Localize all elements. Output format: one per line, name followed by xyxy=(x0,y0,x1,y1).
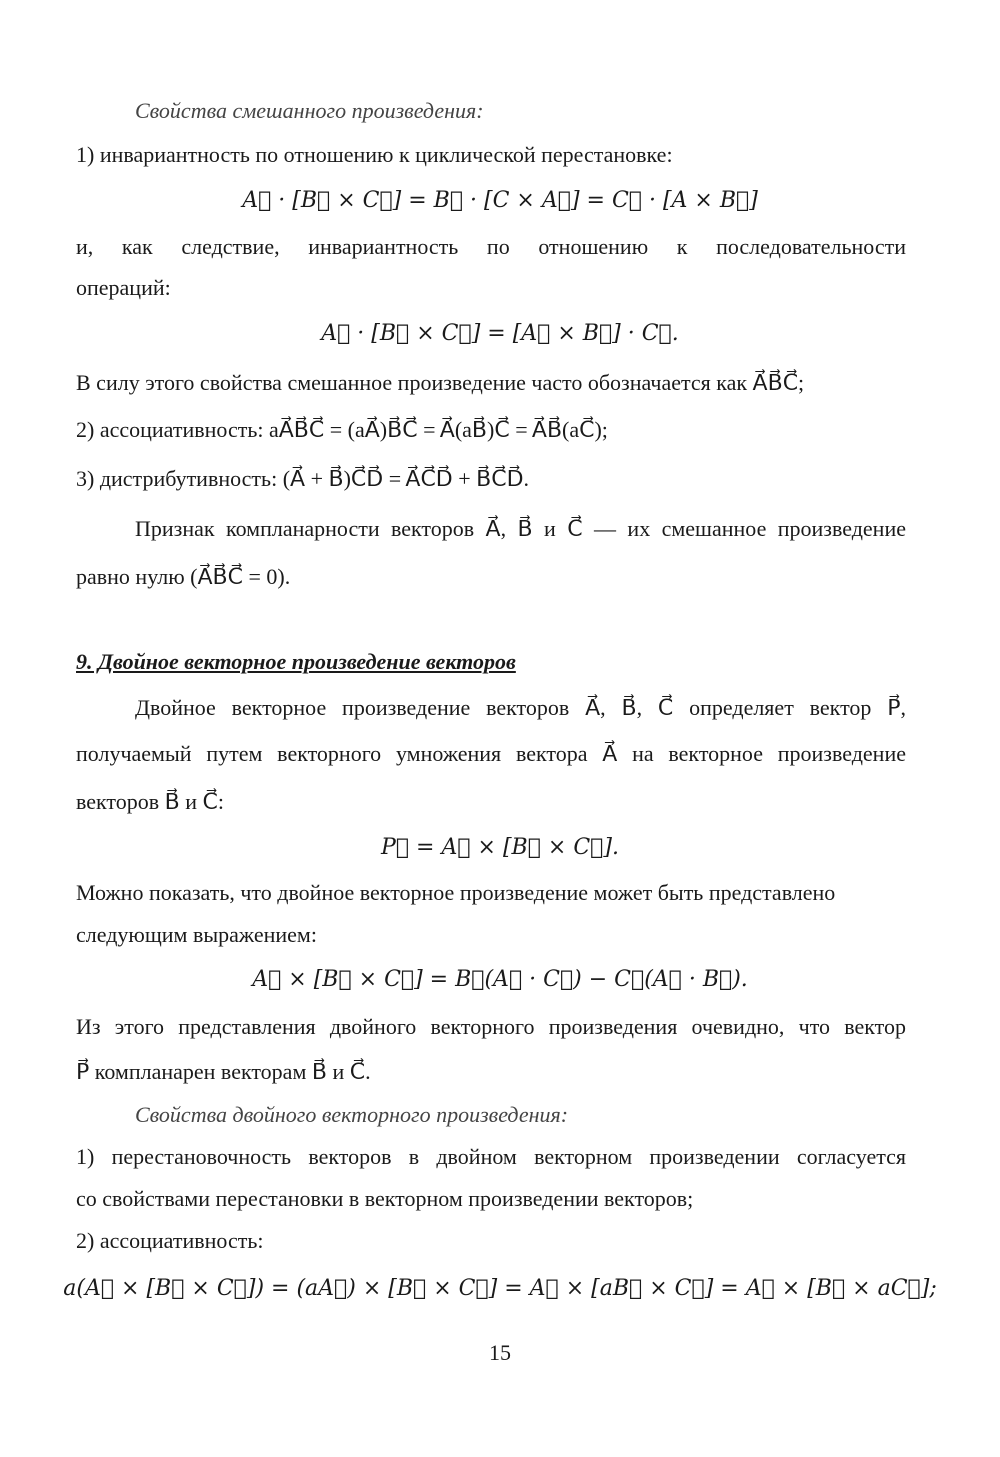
text-line: следующим выражением: xyxy=(76,922,317,947)
text-line: 2) ассоциативность: xyxy=(76,1228,264,1253)
text-line: P⃗ компланарен векторам B⃗ и C⃗. xyxy=(76,1059,371,1084)
properties-heading-mixed: Свойства смешанного произведения: xyxy=(135,98,484,123)
formula-cyclic: A⃗ · [B⃗ × C⃗] = B⃗ · [C × A⃗] = C⃗ · [A × B⃗] xyxy=(242,188,758,213)
text-line: Можно показать, что двойное векторное произведение может быть представлено xyxy=(76,880,836,905)
text-line: 2) ассоциативность: aA⃗B⃗C⃗ = (aA⃗)B⃗C⃗ = A⃗(aB⃗)C⃗ = A⃗B⃗(aC⃗); xyxy=(76,417,608,442)
section-heading: 9. Двойное векторное произведение векторов xyxy=(76,649,516,674)
text-line: 1) инвариантность по отношению к циклической перестановке: xyxy=(76,142,673,167)
formula-bac-cab: A⃗ × [B⃗ × C⃗] = B⃗(A⃗ · C⃗) − C⃗(A⃗ · B⃗). xyxy=(252,967,748,992)
text-line: Признак компланарности векторов A⃗, B⃗ и C⃗ — их смешанное произведение xyxy=(135,516,906,541)
text-line: 3) дистрибутивность: (A⃗ + B⃗)C⃗D⃗ = A⃗C⃗D⃗ + B⃗C⃗D⃗. xyxy=(76,466,530,491)
text-line: векторов B⃗ и C⃗: xyxy=(76,789,224,814)
text-line: операций: xyxy=(76,275,171,300)
text-line: Из этого представления двойного векторного произведения очевидно, что вектор xyxy=(76,1014,906,1039)
text-line: Двойное векторное произведение векторов A⃗, B⃗, C⃗ определяет вектор P⃗, xyxy=(135,695,906,720)
text-line: равно нулю (A⃗B⃗C⃗ = 0). xyxy=(76,564,291,589)
formula-p: P⃗ = A⃗ × [B⃗ × C⃗]. xyxy=(381,835,619,860)
text-line: 1) перестановочность векторов в двойном векторном произведении согласуется xyxy=(76,1144,906,1169)
formula-associativity: a(A⃗ × [B⃗ × C⃗]) = (aA⃗) × [B⃗ × C⃗] = A⃗ × [aB⃗ × C⃗] = A⃗ × [B⃗ × aC⃗]; xyxy=(63,1276,937,1301)
formula-order: A⃗ · [B⃗ × C⃗] = [A⃗ × B⃗] · C⃗. xyxy=(321,321,679,346)
properties-heading-double: Свойства двойного векторного произведения: xyxy=(135,1102,569,1127)
text-line: получаемый путем векторного умножения вектора A⃗ на векторное произведение xyxy=(76,741,906,766)
text-line: со свойствами перестановки в векторном произведении векторов; xyxy=(76,1186,694,1211)
text-line: и, как следствие, инвариантность по отношению к последовательности xyxy=(76,234,906,259)
text-line: В силу этого свойства смешанное произведение часто обозначается как A⃗B⃗C⃗; xyxy=(76,370,805,395)
page-number: 15 xyxy=(489,1340,511,1365)
